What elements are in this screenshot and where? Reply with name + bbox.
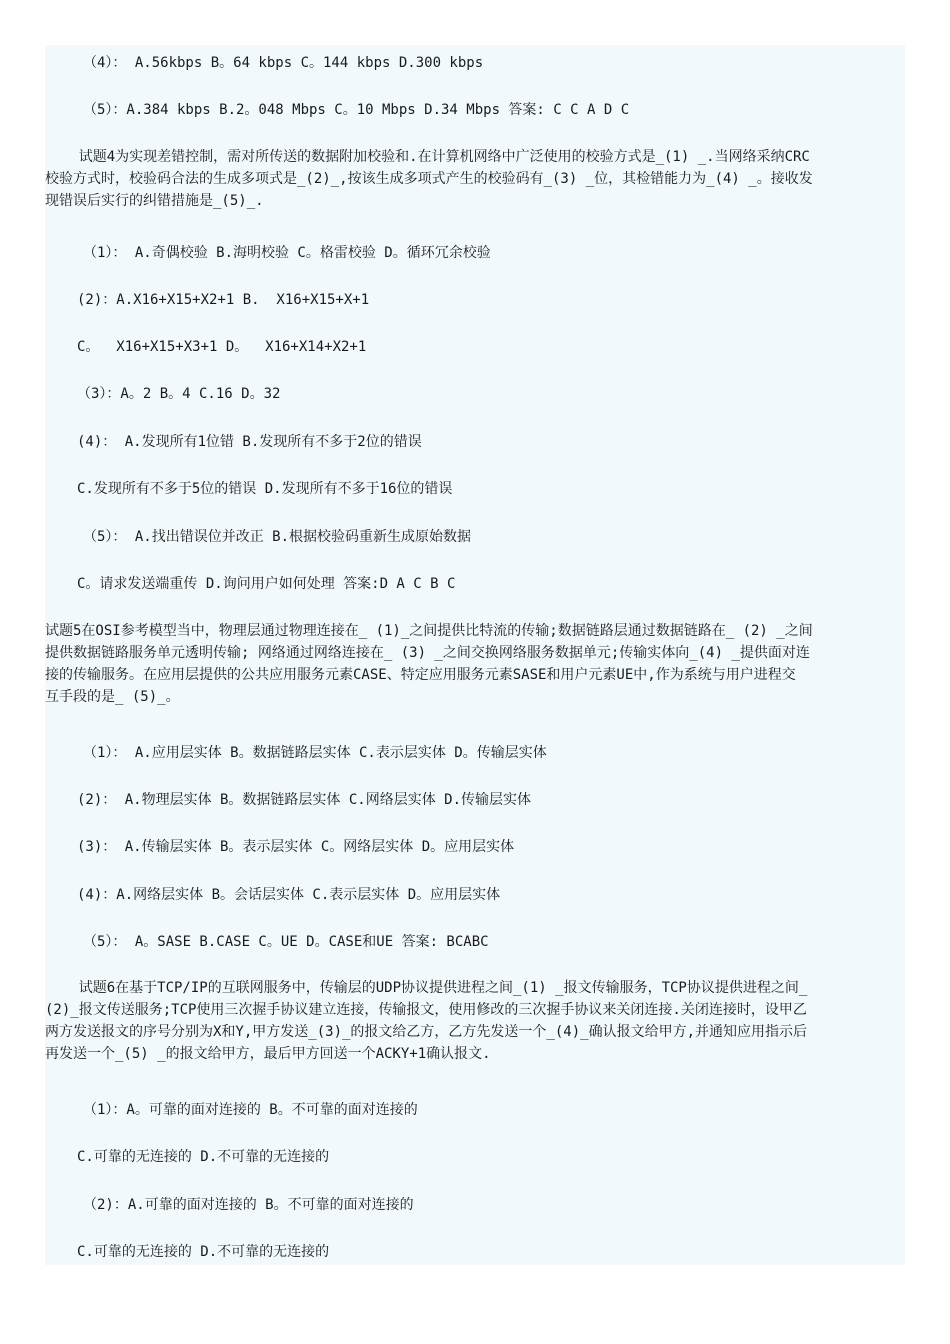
question-6-line: 两方发送报文的序号分别为X和Y,甲方发送_(3)_的报文给乙方，乙方先发送一个_(4)_确认报文给甲方,并通知应用指示后: [45, 1024, 807, 1040]
q4-option-2: (2)：A.X16+X15+X2+1 B. X16+X15+X+1: [77, 292, 370, 308]
q4-option-3: （3）：A。2 B。4 C.16 D。32: [77, 386, 281, 402]
q6-option-1-cont: C.可靠的无连接的 D.不可靠的无连接的: [77, 1149, 330, 1165]
question-6-line: 试题6在基于TCP/IP的互联网服务中，传输层的UDP协议提供进程之间_(1) _报文传输服务，TCP协议提供进程之间_: [45, 980, 808, 996]
question-6-line: (2)_报文传送服务;TCP使用三次握手协议建立连接，传输报文，使用修改的三次握手协议来关闭连接.关闭连接时，设甲乙: [45, 1002, 807, 1018]
question-4-text: [45, 146, 905, 212]
q5-option-3: (3)： A.传输层实体 B。表示层实体 C。网络层实体 D。应用层实体: [77, 839, 515, 855]
question-5-line: 互手段的是_ (5)_。: [45, 689, 180, 705]
q5-option-5-answer: （5）： A。SASE B.CASE C。UE D。CASE和UE 答案: BCABC: [83, 934, 489, 950]
q5-option-1: （1）： A.应用层实体 B。数据链路层实体 C.表示层实体 D。传输层实体: [83, 745, 547, 761]
question-5-line: 提供数据链路服务单元透明传输; 网络通过网络连接在_ (3) _之间交换网络服务数据单元;传输实体向_(4) _提供面对连: [45, 645, 810, 661]
q3-option-5-answer: （5）：A.384 kbps B.2。048 Mbps C。10 Mbps D.34 Mbps 答案: C C A D C: [83, 102, 630, 118]
q6-option-2-cont: C.可靠的无连接的 D.不可靠的无连接的: [77, 1244, 330, 1260]
q3-option-4: （4）： A.56kbps B。64 kbps C。144 kbps D.300 kbps: [83, 55, 484, 71]
q4-option-5: （5）： A.找出错误位并改正 B.根据校验码重新生成原始数据: [83, 529, 471, 545]
q4-option-4-cont: C.发现所有不多于5位的错误 D.发现所有不多于16位的错误: [77, 481, 453, 497]
question-4-line: 校验方式时，校验码合法的生成多项式是_(2)_,按该生成多项式产生的校验码有_(3) _位，其检错能力为_(4) _。接收发: [45, 171, 813, 187]
q4-option-4: (4)： A.发现所有1位错 B.发现所有不多于2位的错误: [77, 434, 422, 450]
question-5-text: [45, 620, 905, 708]
q4-option-5-answer: C。请求发送端重传 D.询问用户如何处理 答案:D A C B C: [77, 576, 456, 592]
question-6-line: 再发送一个_(5) _的报文给甲方，最后甲方回送一个ACKY+1确认报文.: [45, 1046, 491, 1062]
question-4-line: 试题4为实现差错控制，需对所传送的数据附加校验和.在计算机网络中广泛使用的校验方式是_(1) _.当网络采纳CRC: [45, 149, 810, 165]
question-5-line: 接的传输服务。在应用层提供的公共应用服务元素CASE、特定应用服务元素SASE和用户元素UE中,作为系统与用户进程交: [45, 667, 796, 683]
q5-option-2: (2)： A.物理层实体 B。数据链路层实体 C.网络层实体 D.传输层实体: [77, 792, 532, 808]
q4-option-2-cont: C。 X16+X15+X3+1 D。 X16+X14+X2+1: [77, 339, 367, 355]
q6-option-2: （2)：A.可靠的面对连接的 B。不可靠的面对连接的: [83, 1197, 414, 1213]
question-4-line: 现错误后实行的纠错措施是_(5)_.: [45, 193, 264, 209]
document-page: [45, 45, 905, 1265]
question-5-line: 试题5在OSI参考模型当中，物理层通过物理连接在_ (1)_之间提供比特流的传输;数据链路层通过数据链路在_ (2) _之间: [45, 623, 813, 639]
q4-option-1: （1）： A.奇偶校验 B.海明校验 C。格雷校验 D。循环冗余校验: [83, 245, 491, 261]
q5-option-4: (4)：A.网络层实体 B。会话层实体 C.表示层实体 D。应用层实体: [77, 887, 501, 903]
q6-option-1: （1）：A。可靠的面对连接的 B。不可靠的面对连接的: [83, 1102, 418, 1118]
question-6-text: [45, 977, 905, 1065]
